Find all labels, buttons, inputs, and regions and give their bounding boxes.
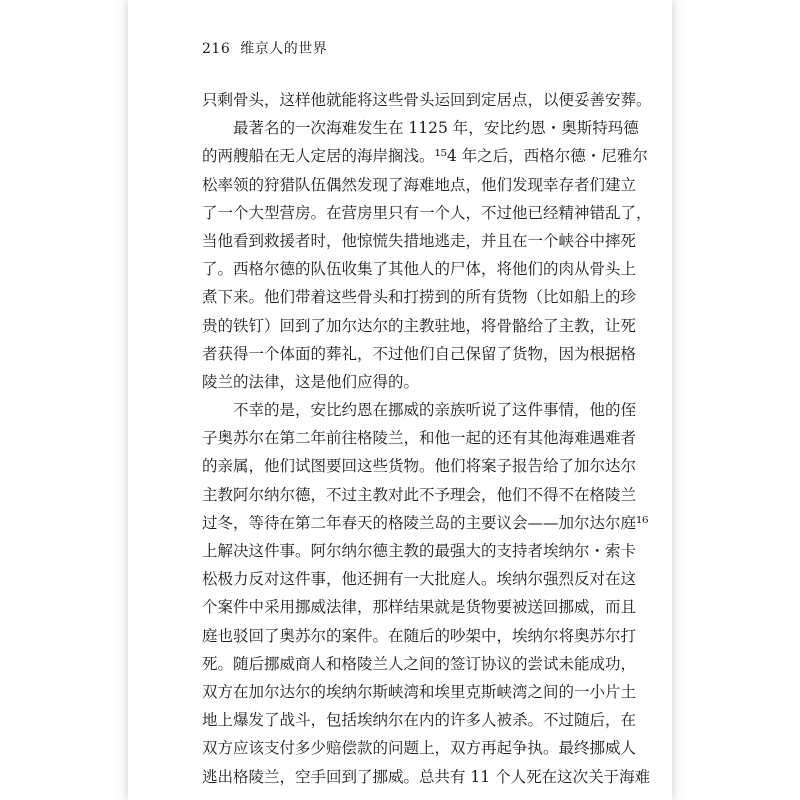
text-line: 子奥苏尔在第二年前往格陵兰，和他一起的还有其他海难遇难者 xyxy=(202,429,637,448)
text-line: 逃出格陵兰，空手回到了挪威。总共有 11 个人死在这次关于海难 xyxy=(202,767,651,786)
text-line: 的两艘船在无人定居的海岸搁浅。¹⁵4 年之后，西格尔德・尼雅尔 xyxy=(202,147,648,166)
text-line: 双方在加尔达尔的埃纳尔斯峡湾和埃里克斯峡湾之间的一小片土 xyxy=(202,682,637,701)
body-text xyxy=(202,86,652,791)
text-line: 地上爆发了战斗，包括埃纳尔在内的许多人被杀。不过随后，在 xyxy=(202,711,637,730)
text-line: 陵兰的法律，这是他们应得的。 xyxy=(202,372,420,391)
text-line: 庭也驳回了奥苏尔的案件。在随后的吵架中，埃纳尔将奥苏尔打 xyxy=(202,626,637,645)
text-line: 个案件中采用挪威法律，那样结果就是货物要被送回挪威，而且 xyxy=(202,598,637,617)
text-line: 主教阿尔纳尔德，不过主教对此不予理会，他们不得不在格陵兰 xyxy=(202,485,637,504)
text-line: 死。随后挪威商人和格陵兰人之间的签订协议的尝试未能成功， xyxy=(202,654,637,673)
text-line: 的亲属，他们试图要回这些货物。他们将案子报告给了加尔达尔 xyxy=(202,457,637,476)
book-page xyxy=(128,0,672,800)
text-line: 双方应该支付多少赔偿款的问题上，双方再起争执。最终挪威人 xyxy=(202,739,637,758)
text-line: 不幸的是，安比约恩在挪威的亲族听说了这件事情，他的侄 xyxy=(233,401,637,420)
text-line: 者获得一个体面的葬礼，不过他们自己保留了货物，因为根据格 xyxy=(202,344,637,363)
text-line: 最著名的一次海难发生在 1125 年，安比约恩・奥斯特玛德 xyxy=(233,119,639,138)
text-line: 了一个大型营房。在营房里只有一个人，不过他已经精神错乱了， xyxy=(202,203,652,222)
text-line: 过冬，等待在第二年春天的格陵兰岛的主要议会——加尔达尔庭¹⁶ xyxy=(202,513,649,532)
running-head xyxy=(202,38,327,58)
text-line: 贵的铁钉）回到了加尔达尔的主教驻地，将骨骼给了主教，让死 xyxy=(202,316,637,335)
text-line: 松极力反对这件事，他还拥有一大批庭人。埃纳尔强烈反对在这 xyxy=(202,570,637,589)
book-title: 维京人的世界 xyxy=(240,41,328,57)
text-line: 只剩骨头，这样他就能将这些骨头运回到定居点，以便妥善安葬。 xyxy=(202,91,652,109)
text-line: 上解决这件事。阿尔纳尔德主教的最强大的支持者埃纳尔・索卡 xyxy=(202,542,637,560)
text-line: 松率领的狩猎队伍偶然发现了海难地点，他们发现幸存者们建立 xyxy=(202,175,637,194)
text-line: 当他看到救援者时，他惊慌失措地逃走，并且在一个峡谷中摔死 xyxy=(202,231,637,250)
text-line: 了。西格尔德的队伍收集了其他人的尸体，将他们的肉从骨头上 xyxy=(202,260,637,279)
text-line: 煮下来。他们带着这些骨头和打捞到的所有货物（比如船上的珍 xyxy=(202,288,637,307)
page-number: 216 xyxy=(202,41,231,57)
